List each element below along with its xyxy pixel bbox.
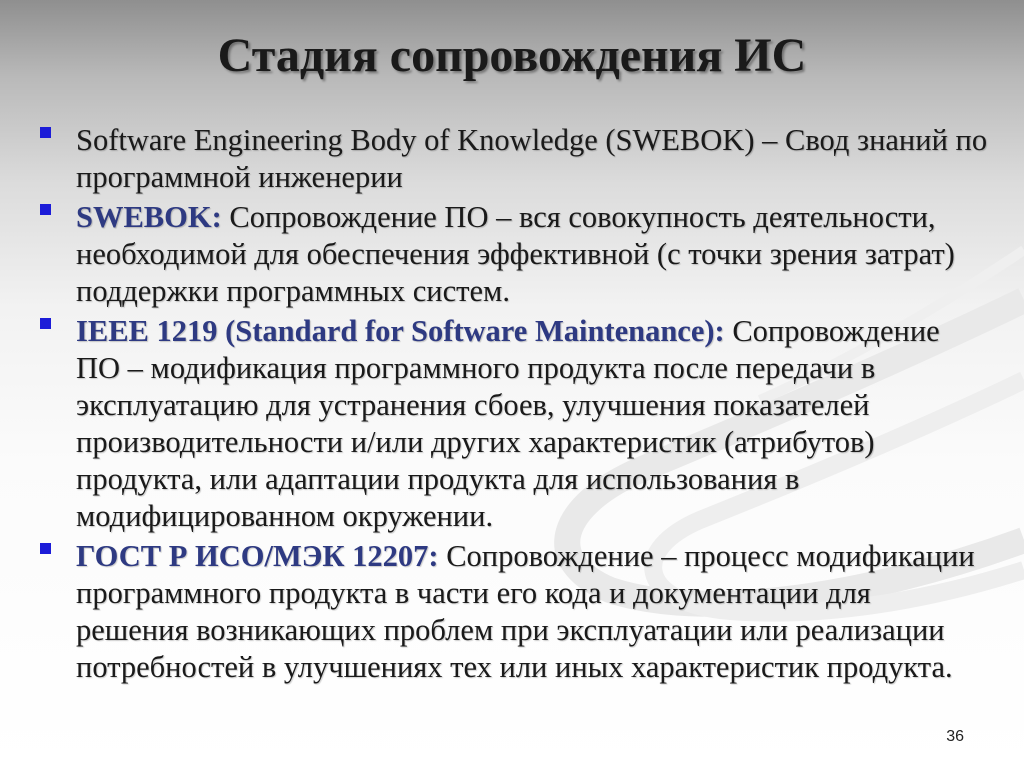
bullet-text: Software Engineering Body of Knowledge (SWEBOK) – Свод знаний по программной инженерии — [76, 123, 988, 194]
bullet-lead: ГОСТ Р ИСО/МЭК 12207: — [76, 539, 439, 573]
square-bullet-icon — [40, 127, 51, 138]
bullet-text: Сопровождение – процесс модификации программного продукта в части его кода и документации для решения возникающих проблем при эксплуатации или реализации потребностей в улучшениях тех или иных характеристик продукта. — [76, 539, 975, 684]
bullet-text: Сопровождение ПО – модификация программного продукта после передачи в эксплуатацию для устранения сбоев, улучшения показателей производительности и/или других характеристик (атрибутов) продукта, или адаптации продукта для использования в модифицированном окружении. — [76, 314, 940, 533]
bullet-list — [38, 122, 988, 689]
slide-title: Стадия сопровождения ИС — [217, 29, 807, 82]
bullet-ieee-1219 — [38, 313, 988, 535]
bullet-text: Сопровождение ПО – вся совокупность деятельности, необходимой для обеспечения эффективной (с точки зрения затрат) поддержки программных систем. — [76, 200, 955, 308]
bullet-swebok-maintenance — [38, 199, 988, 310]
square-bullet-icon — [40, 318, 51, 329]
square-bullet-icon — [40, 204, 51, 215]
bullet-lead: SWEBOK: — [76, 200, 222, 234]
bullet-lead: IEEE 1219 (Standard for Software Maintenance): — [76, 314, 725, 348]
bullet-gost-12207 — [38, 538, 988, 686]
bullet-swebok-definition — [38, 122, 988, 196]
square-bullet-icon — [40, 543, 51, 554]
page-number: 36 — [946, 728, 964, 745]
